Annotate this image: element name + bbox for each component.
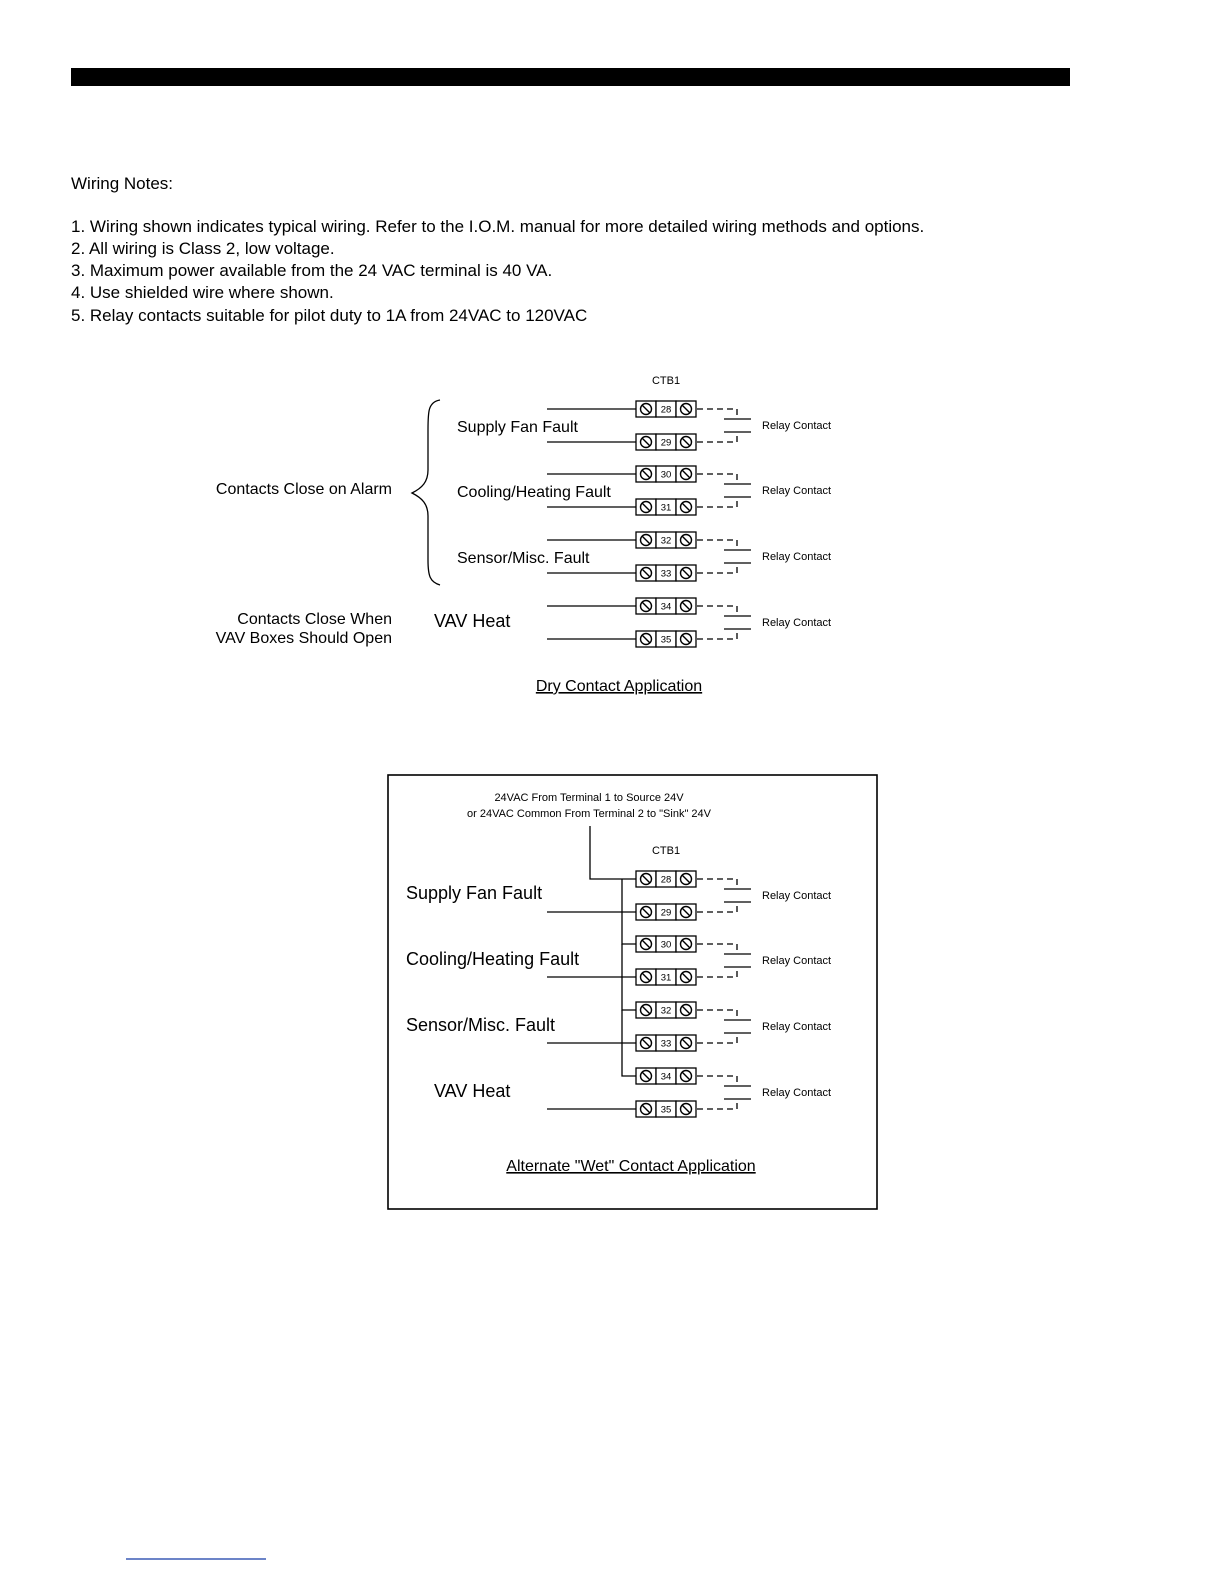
dry-terminal-34 (636, 598, 696, 614)
wet-group-label-sensor-misc: Sensor/Misc. Fault (406, 1015, 556, 1035)
dry-relay-contact-label-28: Relay Contact (762, 420, 832, 432)
vav-label-line-2: VAV Boxes Should Open (215, 630, 392, 647)
wet-relay-contact-label-30: Relay Contact (762, 955, 832, 967)
wet-terminal-number-31: 31 (660, 972, 672, 984)
wet-terminal-31 (636, 969, 696, 985)
wet-group-label-supply-fan: Supply Fan Fault (406, 883, 543, 903)
wet-terminal-strip (547, 871, 831, 1117)
dry-terminal-number-28: 28 (660, 404, 672, 416)
dry-terminal-32 (636, 532, 696, 548)
dry-relay-group-32 (547, 532, 831, 581)
dry-group-label-cooling-heating: Cooling/Heating Fault (457, 484, 611, 501)
wet-terminal-30 (636, 936, 696, 952)
vav-label-line-1: Contacts Close When (237, 611, 392, 628)
dry-terminal-35 (636, 631, 696, 647)
wet-contact-diagram (388, 775, 877, 1209)
wet-relay-group-32 (547, 1002, 831, 1051)
dry-relay-group-34 (547, 598, 831, 647)
wet-terminal-number-32: 32 (660, 1005, 672, 1017)
wet-relay-contact-label-28: Relay Contact (762, 890, 832, 902)
dry-group-label-supply-fan: Supply Fan Fault (457, 419, 578, 436)
dry-ctb1-label: CTB1 (651, 375, 681, 387)
wet-relay-group-30 (547, 936, 831, 985)
wet-terminal-34 (636, 1068, 696, 1084)
dry-terminal-number-32: 32 (660, 535, 672, 547)
wiring-notes-title: Wiring Notes: (71, 174, 174, 193)
wet-diagram-caption: Alternate "Wet" Contact Application (506, 1158, 756, 1175)
dry-terminal-30 (636, 466, 696, 482)
dry-relay-contact-label-30: Relay Contact (762, 485, 832, 497)
wet-relay-contact-label-34: Relay Contact (762, 1087, 832, 1099)
wet-relay-contact-label-32: Relay Contact (762, 1021, 832, 1033)
wet-terminal-number-34: 34 (660, 1071, 672, 1083)
dry-terminal-28 (636, 401, 696, 417)
wet-terminal-35 (636, 1101, 696, 1117)
dry-terminal-29 (636, 434, 696, 450)
wet-terminal-number-28: 28 (660, 874, 672, 886)
dry-relay-group-28 (547, 401, 831, 450)
note-item-4: 4. Use shielded wire where shown. (71, 283, 334, 302)
wet-source-line-2: or 24VAC Common From Terminal 2 to "Sink" 24V (467, 808, 711, 820)
alarm-brace (412, 400, 440, 585)
wet-relay-group-34 (547, 1068, 831, 1117)
dry-group-label-sensor-misc: Sensor/Misc. Fault (457, 550, 590, 567)
wet-source-line-1: 24VAC From Terminal 1 to Source 24V (494, 792, 684, 804)
wet-ctb1-label: CTB1 (651, 845, 681, 857)
dry-terminal-number-30: 30 (660, 469, 672, 481)
wet-group-label-cooling-heating: Cooling/Heating Fault (406, 949, 580, 969)
wet-terminal-number-33: 33 (660, 1038, 672, 1050)
note-item-5: 5. Relay contacts suitable for pilot duty to 1A from 24VAC to 120VAC (71, 306, 588, 325)
dry-relay-contact-label-34: Relay Contact (762, 617, 832, 629)
note-item-2: 2. All wiring is Class 2, low voltage. (71, 239, 335, 258)
wet-group-label-vav-heat: VAV Heat (434, 1081, 511, 1101)
dry-relay-contact-label-32: Relay Contact (762, 551, 832, 563)
dry-terminal-31 (636, 499, 696, 515)
note-item-1: 1. Wiring shown indicates typical wiring. Refer to the I.O.M. manual for more detailed wiring methods and options. (71, 217, 925, 236)
dry-terminal-33 (636, 565, 696, 581)
wet-terminal-number-35: 35 (660, 1104, 672, 1116)
note-item-3: 3. Maximum power available from the 24 VAC terminal is 40 VA. (71, 261, 553, 280)
wet-terminal-32 (636, 1002, 696, 1018)
wet-terminal-28 (636, 871, 696, 887)
dry-group-label-vav-heat: VAV Heat (434, 611, 511, 631)
dry-terminal-number-34: 34 (660, 601, 672, 613)
dry-terminal-number-33: 33 (660, 568, 672, 580)
wiring-notes (71, 174, 924, 325)
dry-terminal-number-29: 29 (660, 437, 672, 449)
alarm-group-label: Contacts Close on Alarm (215, 481, 392, 498)
dry-terminal-number-31: 31 (660, 502, 672, 514)
dry-contact-diagram (216, 375, 832, 695)
wet-terminal-29 (636, 904, 696, 920)
dry-terminal-number-35: 35 (660, 634, 672, 646)
dry-terminal-strip (547, 401, 831, 647)
wet-diagram-frame (388, 775, 877, 1209)
wet-source-wire (590, 826, 636, 879)
wet-terminal-number-29: 29 (660, 907, 672, 919)
wet-terminal-number-30: 30 (660, 939, 672, 951)
wet-terminal-33 (636, 1035, 696, 1051)
dry-diagram-caption: Dry Contact Application (535, 678, 703, 695)
header-bar (71, 68, 1070, 86)
